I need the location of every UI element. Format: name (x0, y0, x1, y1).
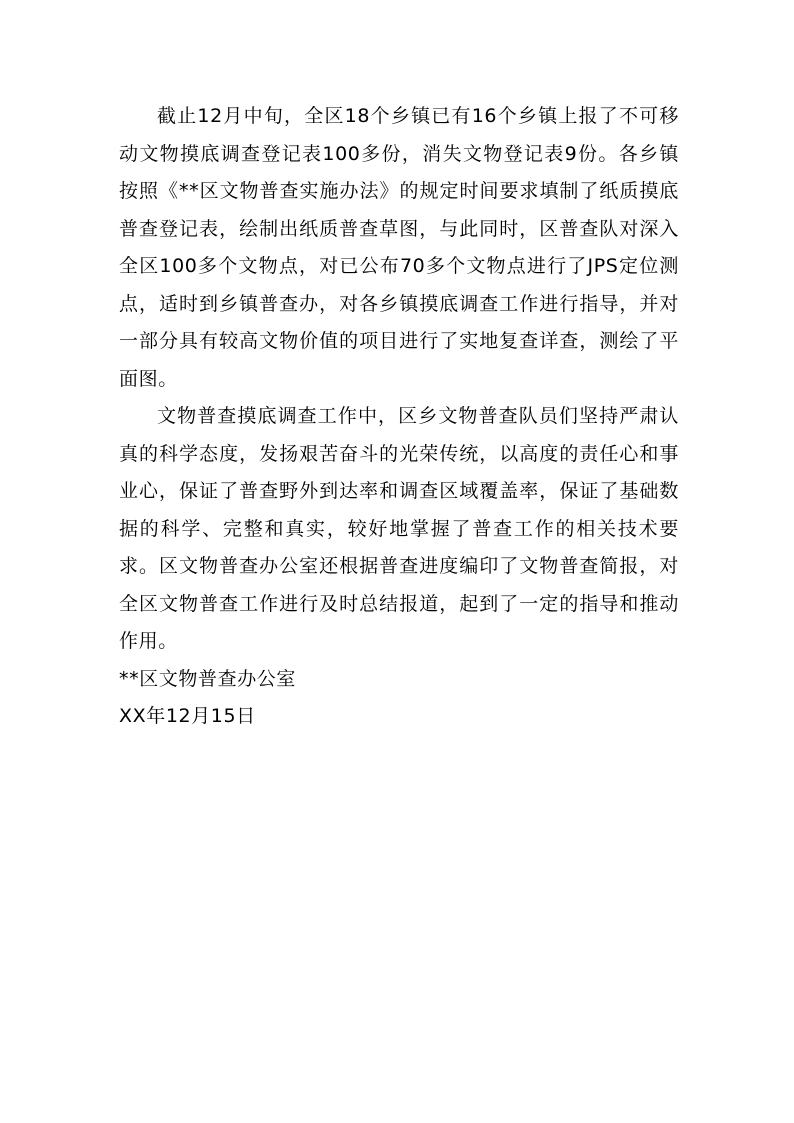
signature-date: XX年12月15日 (119, 705, 256, 727)
signature-office: **区文物普查办公室 (119, 667, 297, 690)
paragraph-work-summary: 文物普查摸底调查工作中，区乡文物普查队员们坚持严肃认真的科学态度，发扬艰苦奋斗的光荣传统，以高度的责任心和事业心，保证了普查野外到达率和调查区域覆盖率，保证了基础数据的科学、完整和真实，较好地掌握了普查工作的相关技术要求。区文物普查办公室还根据普查进度编印了文物普查简报，对全区文物普查工作进行及时总结报道，起到了一定的指导和推动作用。 (119, 405, 679, 652)
document-body (119, 98, 679, 736)
paragraph-progress-report: 截止12月中旬，全区18个乡镇已有16个乡镇上报了不可移动文物摸底调查登记表100多份，消失文物登记表9份。各乡镇按照《**区文物普查实施办法》的规定时间要求填制了纸质摸底普查登记表，绘制出纸质普查草图，与此同时，区普查队对深入全区100多个文物点，对已公布70多个文物点进行了JPS定位测点，适时到乡镇普查办，对各乡镇摸底调查工作进行指导，并对一部分具有较高文物价值的项目进行了实地复查详查，测绘了平面图。 (119, 105, 679, 390)
